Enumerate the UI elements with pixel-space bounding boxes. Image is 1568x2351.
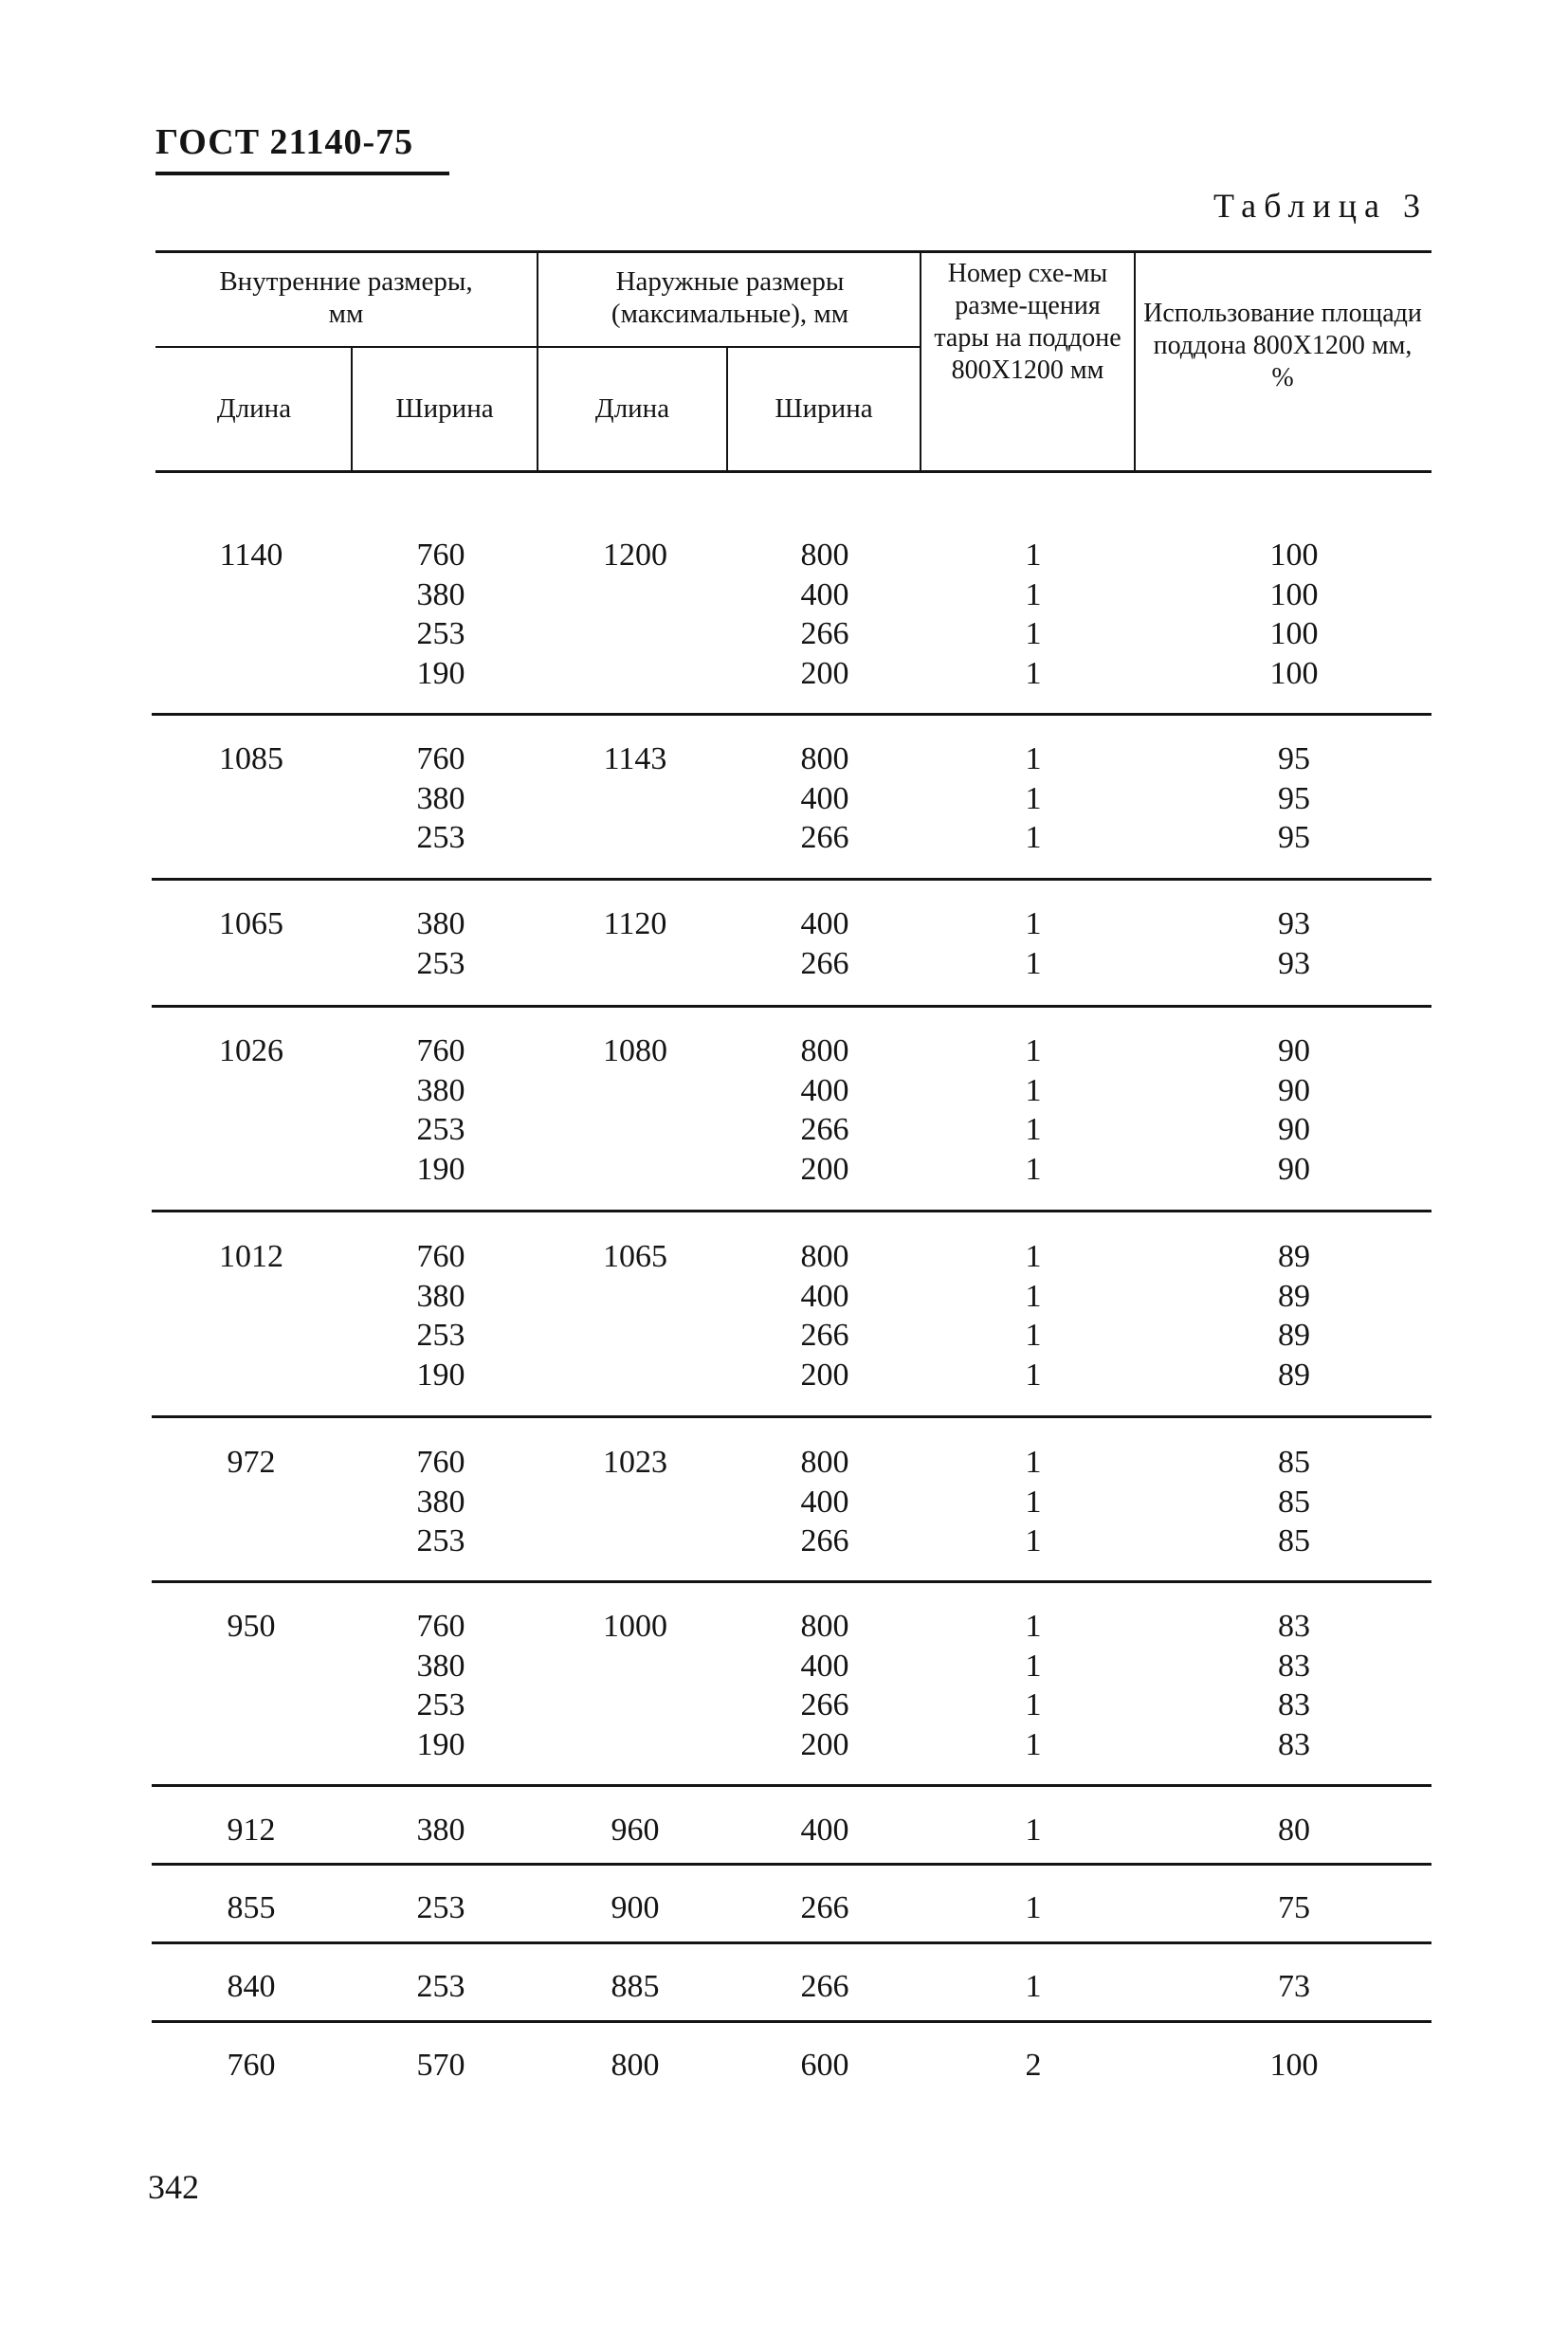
cell-outer-length: 1143 [603,741,667,776]
cell-usage-percent: 73 [1278,1969,1310,2004]
cell-outer-width: 266 [800,1523,849,1558]
group-separator-rule [152,713,1431,716]
page-number: 342 [148,2168,199,2206]
cell-scheme-number: 1 [1025,577,1042,612]
cell-usage-percent: 95 [1278,820,1310,855]
cell-outer-width: 800 [800,1609,849,1644]
cell-outer-width: 200 [800,1152,849,1187]
cell-inner-length: 1140 [219,538,283,573]
cell-scheme-number: 1 [1025,820,1042,855]
header-divider [537,250,538,471]
cell-inner-length: 912 [227,1813,276,1848]
cell-scheme-number: 1 [1025,1239,1042,1274]
cell-inner-width: 253 [416,1969,465,2004]
cell-outer-width: 400 [800,906,849,941]
cell-outer-length: 800 [611,2048,660,2083]
cell-usage-percent: 83 [1278,1687,1310,1722]
cell-outer-width: 800 [800,538,849,573]
cell-outer-width: 400 [800,1813,849,1848]
cell-outer-width: 266 [800,1318,849,1353]
cell-usage-percent: 100 [1269,616,1319,651]
cell-outer-width: 400 [800,577,849,612]
cell-scheme-number: 1 [1025,1890,1042,1925]
cell-inner-length: 1026 [219,1033,283,1068]
cell-outer-width: 400 [800,1073,849,1108]
cell-inner-length: 855 [227,1890,276,1925]
cell-inner-width: 760 [416,1033,465,1068]
cell-usage-percent: 89 [1278,1358,1310,1393]
cell-usage-percent: 89 [1278,1279,1310,1314]
cell-outer-width: 266 [800,1969,849,2004]
cell-usage-percent: 75 [1278,1890,1310,1925]
cell-usage-percent: 93 [1278,906,1310,941]
cell-inner-width: 380 [416,1485,465,1520]
header-bottom-rule [155,470,1431,473]
cell-outer-length: 1000 [603,1609,667,1644]
cell-scheme-number: 2 [1025,2048,1042,2083]
group-separator-rule [152,1863,1431,1866]
cell-outer-length: 900 [611,1890,660,1925]
cell-usage-percent: 83 [1278,1609,1310,1644]
cell-outer-length: 885 [611,1969,660,2004]
cell-inner-width: 190 [416,1152,465,1187]
cell-scheme-number: 1 [1025,946,1042,981]
cell-inner-width: 253 [416,946,465,981]
cell-outer-width: 200 [800,1727,849,1762]
cell-usage-percent: 85 [1278,1523,1310,1558]
cell-scheme-number: 1 [1025,1073,1042,1108]
cell-inner-length: 972 [227,1445,276,1480]
cell-inner-width: 380 [416,906,465,941]
cell-inner-width: 760 [416,1239,465,1274]
cell-outer-width: 800 [800,741,849,776]
cell-scheme-number: 1 [1025,656,1042,691]
cell-outer-width: 200 [800,656,849,691]
cell-usage-percent: 90 [1278,1033,1310,1068]
header-outer-dimensions: Наружные размеры (максимальные), мм [611,266,849,329]
cell-scheme-number: 1 [1025,741,1042,776]
cell-usage-percent: 80 [1278,1813,1310,1848]
cell-outer-width: 266 [800,616,849,651]
document-title: ГОСТ 21140-75 [155,122,414,162]
subheader-outer-length: Длина [594,393,670,424]
cell-outer-width: 266 [800,946,849,981]
cell-usage-percent: 85 [1278,1445,1310,1480]
cell-inner-width: 380 [416,1073,465,1108]
header-inner-dimensions: Внутренние размеры, мм [219,266,473,329]
cell-inner-width: 760 [416,1609,465,1644]
cell-scheme-number: 1 [1025,1727,1042,1762]
subheader-inner-length: Длина [216,393,292,424]
cell-outer-width: 800 [800,1033,849,1068]
cell-outer-length: 960 [611,1813,660,1848]
cell-outer-width: 400 [800,1649,849,1684]
title-underline [155,172,449,175]
cell-usage-percent: 93 [1278,946,1310,981]
cell-scheme-number: 1 [1025,1813,1042,1848]
group-separator-rule [152,1415,1431,1418]
cell-outer-length: 1120 [603,906,667,941]
cell-scheme-number: 1 [1025,1485,1042,1520]
cell-usage-percent: 90 [1278,1073,1310,1108]
group-separator-rule [152,1005,1431,1008]
cell-outer-length: 1200 [603,538,667,573]
cell-usage-percent: 100 [1269,577,1319,612]
cell-inner-width: 190 [416,1358,465,1393]
cell-usage-percent: 100 [1269,656,1319,691]
cell-outer-width: 800 [800,1239,849,1274]
cell-outer-length: 1065 [603,1239,667,1274]
cell-outer-width: 266 [800,1687,849,1722]
cell-scheme-number: 1 [1025,1687,1042,1722]
cell-usage-percent: 90 [1278,1152,1310,1187]
cell-inner-width: 253 [416,1112,465,1147]
cell-inner-width: 253 [416,1318,465,1353]
cell-outer-width: 400 [800,1485,849,1520]
group-separator-rule [152,1784,1431,1787]
cell-inner-width: 760 [416,1445,465,1480]
cell-inner-length: 1065 [219,906,283,941]
cell-inner-width: 760 [416,741,465,776]
header-divider [920,250,921,471]
cell-outer-width: 400 [800,1279,849,1314]
group-separator-rule [152,1210,1431,1212]
cell-inner-width: 190 [416,1727,465,1762]
cell-inner-width: 253 [416,1687,465,1722]
group-separator-rule [152,1580,1431,1583]
group-separator-rule [152,1941,1431,1944]
cell-scheme-number: 1 [1025,1279,1042,1314]
group-separator-rule [152,2020,1431,2023]
cell-inner-width: 570 [416,2048,465,2083]
cell-scheme-number: 1 [1025,1649,1042,1684]
cell-scheme-number: 1 [1025,616,1042,651]
header-divider [1134,250,1136,471]
cell-usage-percent: 89 [1278,1318,1310,1353]
cell-outer-length: 1080 [603,1033,667,1068]
cell-inner-width: 760 [416,538,465,573]
cell-inner-width: 253 [416,616,465,651]
cell-usage-percent: 100 [1269,2048,1319,2083]
cell-outer-width: 800 [800,1445,849,1480]
cell-scheme-number: 1 [1025,1152,1042,1187]
cell-outer-width: 266 [800,1112,849,1147]
cell-usage-percent: 95 [1278,781,1310,816]
cell-scheme-number: 1 [1025,1358,1042,1393]
cell-usage-percent: 89 [1278,1239,1310,1274]
cell-inner-length: 1085 [219,741,283,776]
cell-scheme-number: 1 [1025,1523,1042,1558]
cell-usage-percent: 90 [1278,1112,1310,1147]
cell-usage-percent: 83 [1278,1649,1310,1684]
cell-outer-width: 200 [800,1358,849,1393]
cell-inner-width: 380 [416,1279,465,1314]
cell-usage-percent: 95 [1278,741,1310,776]
cell-inner-length: 840 [227,1969,276,2004]
group-separator-rule [152,878,1431,881]
cell-usage-percent: 83 [1278,1727,1310,1762]
cell-inner-length: 760 [227,2048,276,2083]
cell-scheme-number: 1 [1025,906,1042,941]
cell-inner-width: 253 [416,1890,465,1925]
cell-scheme-number: 1 [1025,1609,1042,1644]
subheader-outer-width: Ширина [775,393,873,424]
cell-outer-width: 400 [800,781,849,816]
cell-inner-width: 253 [416,820,465,855]
header-scheme-number: Номер схе-мы разме-щения тары на поддоне 800X1200 мм [934,259,1121,385]
cell-outer-width: 266 [800,1890,849,1925]
cell-inner-width: 253 [416,1523,465,1558]
cell-scheme-number: 1 [1025,1318,1042,1353]
cell-inner-width: 380 [416,781,465,816]
cell-scheme-number: 1 [1025,1033,1042,1068]
cell-inner-length: 950 [227,1609,276,1644]
cell-scheme-number: 1 [1025,1445,1042,1480]
cell-inner-width: 380 [416,577,465,612]
cell-scheme-number: 1 [1025,1112,1042,1147]
cell-inner-width: 190 [416,656,465,691]
cell-scheme-number: 1 [1025,1969,1042,2004]
cell-inner-length: 1012 [219,1239,283,1274]
table-top-rule [155,250,1431,253]
cell-usage-percent: 100 [1269,538,1319,573]
cell-outer-width: 266 [800,820,849,855]
cell-scheme-number: 1 [1025,781,1042,816]
header-sub-rule [155,346,921,348]
cell-scheme-number: 1 [1025,538,1042,573]
cell-outer-length: 1023 [603,1445,667,1480]
cell-inner-width: 380 [416,1813,465,1848]
cell-inner-width: 380 [416,1649,465,1684]
cell-usage-percent: 85 [1278,1485,1310,1520]
table-label: Таблица 3 [1213,187,1428,225]
subheader-inner-width: Ширина [395,393,494,424]
header-pallet-usage: Использование площади поддона 800X1200 мм, % [1143,299,1422,392]
cell-outer-width: 600 [800,2048,849,2083]
